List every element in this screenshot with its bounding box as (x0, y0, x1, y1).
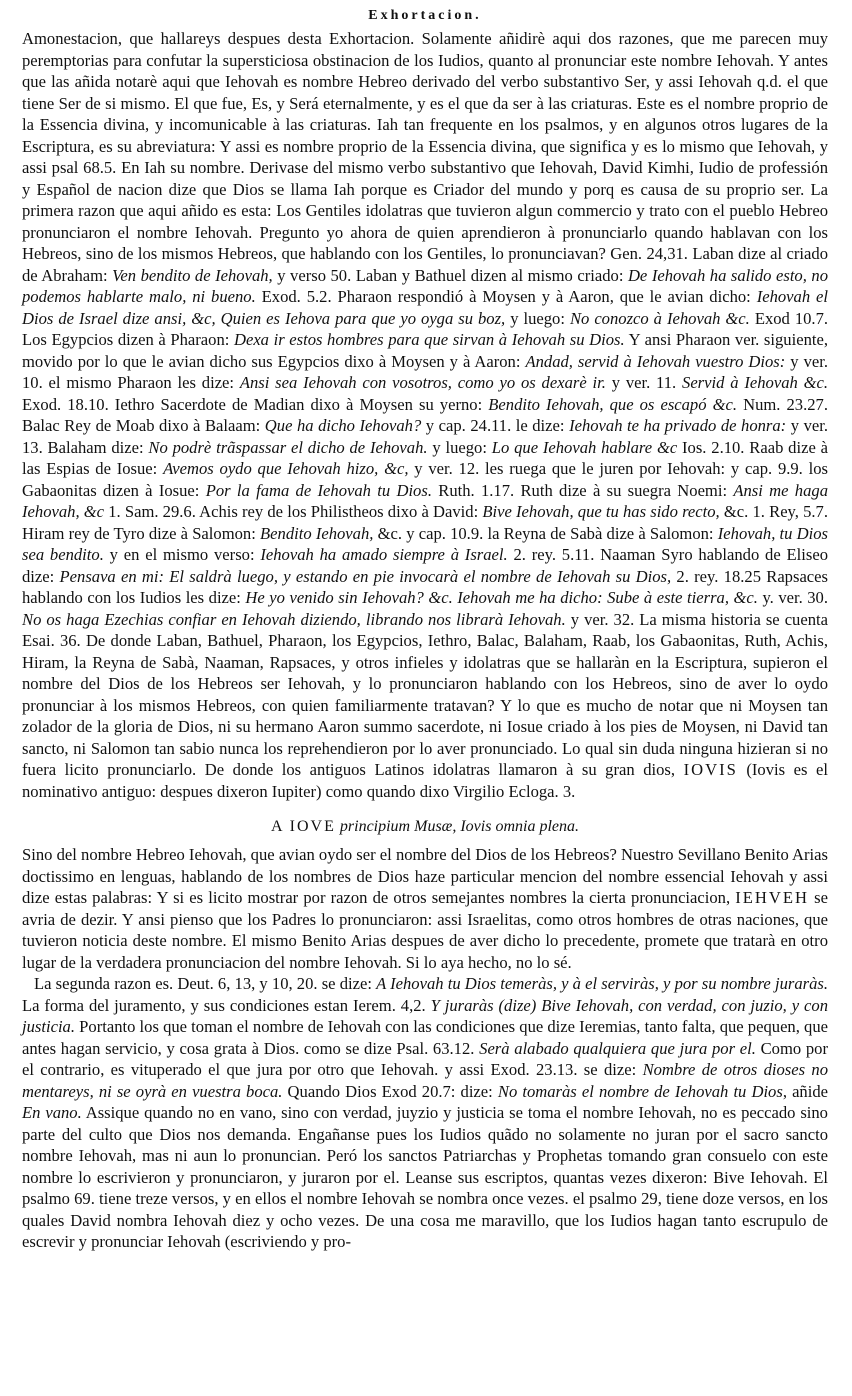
text-run: Exod 10.7. Los Egypcios dizen à Pharaon: (22, 308, 829, 349)
verse-caps: A IOVE (271, 818, 336, 835)
text-run: y ver. 13. Balaham dize: (22, 416, 829, 457)
italic-quote: Lo que Iehovah hablare &c (491, 437, 678, 457)
italic-quote: Que ha dicho Iehovah? (264, 416, 422, 435)
italic-quote: De Iehovah ha salido esto, no podemos hablarte malo, ni bueno. (22, 265, 828, 306)
italic-quote: No conozco à Iehovah &c. (569, 308, 750, 328)
text-run: y ver. 11. (605, 373, 683, 392)
italic-quote: En vano. (22, 1103, 82, 1122)
text-run: La forma del juramento, y sus condiciones estan Ierem. 4,2. (22, 995, 431, 1015)
text-run: , añide (782, 1081, 829, 1101)
paragraph-2 (22, 844, 828, 973)
italic-quote: Ansi me haga Iehovah, &c (22, 480, 828, 521)
text-run: Ruth. 1.17. Ruth dize à su suegra Noemi: (431, 480, 734, 500)
text-run: Amonestacion, que hallareys despues desta Exhortacion. Solamente añidirè aqui dos razones, que me parecen muy peremptorias para confutar la supersticiosa obstinacion de los Iudios, quanto al pronunciar este nombre Iehovah. Y antes que las añida notarè aqui que Iehovah es nombre Hebreo derivado del verbo substantivo Ser, y assi Iehovah q.d. el que tiene Ser de si mismo. El que fue, Es, y Será eternalmente, y es el que da ser à las criaturas. Este es el nombre proprio de la Essencia divina, y incomunicable à las criaturas. Iah tan frequente en los psalmos, y en algunos otros lugares de la Escriptura, es su abreviatura: Y assi es nombre proprio de la Essencia divina, que significa y es lo mismo que Iehovah, y assi psal 68.5. En Iah su nombre. Derivase del mismo verbo substantivo que Iehovah, David Kimhi, Iudio de professión y Español de nacion dize que Dios se llama Iah porque es Criador del mundo y porq es causa de su proprio ser. La primera razon que aqui añido es esta: Los Gentiles idolatras que tuvieron algun commercio y trato con el pueblo Hebreo pronunciaron el nombre Iehovah. Pregunto yo ahora de quien aprendieron à pronunciarlo quando hablavan con los Hebreos, sino de los mismos Hebreos, que hablando con los Gentiles, lo pronunciavan? Gen. 24,31. Laban dize al criado de Abraham: (22, 29, 828, 285)
italic-quote: Servid à Iehovah &c. (682, 373, 829, 392)
text-run: Portanto los que toman el nombre de Iehovah con las condiciones que dize Ieremias, tanto falta, que pequen, que antes hagan servicio, y cosa grata à Dios. como se dize Psal. 63.12. (22, 1017, 828, 1058)
text-run: La segunda razon es. Deut. 6, 13, y 10, 20. se dize: (34, 974, 377, 993)
paragraph-3 (22, 973, 828, 1253)
italic-quote: Pensava en mi: El saldrà luego, y estando en pie invocarà el nombre de Iehovah su Dios, (59, 566, 672, 586)
text-run: Exod. 5.2. Pharaon respondió à Moysen y à Aaron, que le avian dicho: (255, 287, 757, 306)
text-run: se avria de dezir. Y ansi pienso que los Padres lo pronunciaron: assi Israelitas, como otros hombres de otras naciones, que tuvieron noticia deste nombre. El mismo Benito Arias despues de aver dicho lo precedente, promete que tratarà en otro lugar de la verdadera pronunciacion del nombre Iehovah. Si lo aya hecho, no lo sé. (22, 888, 828, 972)
italic-quote: No tomaràs el nombre de Iehovah tu Dios (497, 1081, 783, 1101)
italic-quote: Iehovah ha amado siempre à Israel. (260, 545, 508, 564)
italic-quote: Y juraràs (dize) Bive Iehovah, con verdad, con juzio, y con justicia. (22, 995, 828, 1036)
italic-quote: Ven bendito de Iehovah, (112, 265, 273, 285)
text-run: 2. rey. 18.25 Rapsaces hablando con los Iudios les dize: (22, 566, 828, 607)
text-run: y ver. 32. La misma historia se cuenta Esai. 36. De donde Laban, Bathuel, Pharaon, los Egypcios, Iethro, Balac, Balaham, Raab, los Gabaonitas, Ruth, Achis, Hiram, la Reyna de Sabà, Naaman, Rapsaces, y otros infieles y idolatras que se hallaràn en la Escriptura, supieron el nombre del Dios de los Hebreos ser Iehovah, y lo pronunciaron hablando con los Hebreos, sino de aver lo oydo pronunciar à los mismos Hebreos, con quien familiarmente tratavan? Y lo que es mucho de notar que ni Moysen tan zolador de la gloria de Dios, ni su hermano Aaron summo sacerdote, ni Iosue criado à los pies de Moysen, ni David tan sancto, ni Salomon tan sabio nunca los reprehendieron por lo aver pronunciado. Lo qual sin duda ninguna hizieran si no fuera licito pronunciarlo. De donde los antiguos Latinos idolatras llamaron à su gran dios, (22, 609, 828, 779)
italic-quote: No os haga Ezechias confiar en Iehovah diziendo, librando nos librarà Iehovah. (22, 609, 566, 629)
text-run: Num. 23.27. Balac Rey de Moab dixo à Balaam: (22, 394, 828, 435)
text-run: 2. rey. 5.11. Naaman Syro hablando de Eliseo dize: (22, 545, 829, 586)
small-caps-name: IEHVEH (735, 888, 810, 907)
text-run: (Iovis es el nominativo antiguo: despues dixeron Iupiter) como quando dixo Virgilio Ecloga. 3. (22, 760, 828, 801)
text-run: Ios. 2.10. Raab dize à las Espias de Iosue: (22, 437, 828, 478)
italic-quote: Iehovah el Dios de Israel dize ansi, &c, Quien es Iehova para que yo oyga su boz, (22, 287, 828, 328)
italic-quote: Iehovah, tu Dios sea bendito. (22, 523, 828, 564)
text-run: y verso 50. Laban y Bathuel dizen al mismo criado: (272, 265, 628, 285)
italic-quote: Dexa ir estos hombres para que sirvan à Iehovah su Dios. (233, 330, 625, 349)
text-run: y luego: (505, 308, 570, 328)
text-run: y en el mismo verso: (103, 545, 261, 564)
text-run: y ver. 10. el mismo Pharaon les dize: (22, 351, 828, 392)
text-run: 1. Sam. 29.6. Achis rey de los Philistheos dixo à David: (104, 502, 483, 521)
italic-quote: He yo venido sin Iehovah? &c. Iehovah me ha dicho: Sube à este tierra, &c. (245, 588, 758, 607)
text-run: y. ver. 30. (757, 588, 828, 607)
verse-quote (22, 816, 828, 838)
text-run: y ver. 12. les ruega que le juren por Iehovah: y cap. 9.9. los Gabaonitas dizen à Iosue: (22, 459, 828, 500)
paragraph-1 (22, 28, 828, 802)
verse-text: principium Musæ, Iovis omnia plena. (335, 818, 579, 835)
text-run: Y ansi Pharaon ver. siguiente, movido por lo que le avian dicho sus Egypcios dixo à Moysen y à Aaron: (22, 330, 828, 371)
text-run: &c. y cap. 10.9. la Reyna de Sabà dize à Salomon: (373, 523, 718, 543)
text-run: Exod. 18.10. Iethro Sacerdote de Madian dixo à Moysen su yerno: (22, 394, 489, 414)
italic-quote: No podrè trãspassar el dicho de Iehovah. (148, 437, 428, 457)
italic-quote: Ansi sea Iehovah con vosotros, como yo os dexarè ir. (239, 373, 606, 392)
text-run: y luego: (427, 437, 492, 457)
italic-quote: Andad, servid à Iehovah vuestro Dios: (525, 351, 786, 371)
italic-quote: Avemos oydo que Iehovah hizo, &c, (163, 459, 409, 478)
italic-quote: Bendito Iehovah, (260, 523, 374, 543)
text-run: &c. 1. Rey, 5.7. Hiram rey de Tyro dize à Salomon: (22, 502, 828, 543)
italic-quote: Bendito Iehovah, que os escapó &c. (488, 394, 738, 414)
italic-quote: Bive Iehovah, que tu has sido recto, (482, 502, 720, 521)
italic-quote: Por la fama de Iehovah tu Dios. (205, 480, 432, 500)
text-run: Como por el contrario, es vituperado el que jura por otro que Iehovah. y assi Exod. 23.13. se dize: (22, 1038, 828, 1079)
italic-quote: Iehovah te ha privado de honra: (569, 416, 787, 435)
text-run: Quando Dios Exod 20.7: dize: (282, 1081, 498, 1101)
italic-quote: A Iehovah tu Dios temeràs, y à el serviràs, y por su nombre juraràs. (376, 974, 828, 993)
text-run: Assique quando no en vano, sino con verdad, juyzio y justicia se toma el nombre Iehovah, no es peccado sino parte del culto que Dios nos demanda. Engañanse pues los Iudios quãdo no solamente no juran por el sacro sancto nombre Iehovah, mas ni aun lo pronuncian. Peró los sanctos Patriarchas y Prophetas tomando gran consuelo con este nombre lo escrivieron y pronunciaron, y juraron por el. Leanse sus escriptos, quantas vezes dixeron: Bive Iehovah. El psalmo 69. tiene treze versos, y en ellos el nombre Iehovah se nombra once vezes. el psalmo 29, tiene doze versos, en los quales David nombra Iehovah diez y ocho vezes. De una cosa me maravillo, que los Iudios hagan tanto escrupulo de escrevir y pronunciar Iehovah (escriviendo y pro- (22, 1103, 828, 1251)
text-run: y cap. 24.11. le dize: (421, 416, 570, 435)
italic-quote: Serà alabado qualquiera que jura por el. (479, 1038, 756, 1058)
running-head: Exhortacion. (368, 8, 482, 23)
small-caps-name: IOVIS (683, 760, 738, 779)
italic-quote: Nombre de otros dioses no mentareys, ni se oyrà en vuestra boca. (22, 1060, 828, 1101)
text-run: Sino del nombre Hebreo Iehovah, que avian oydo ser el nombre del Dios de los Hebreos? Nuestro Sevillano Benito Arias doctissimo en lenguas, hablando de los nombres de Dios haze particular mencion del nombre essencial Iehovah y assi dize estas palabras: Y si es licito mostrar por razon de otros semejantes nombres la cierta pronunciacion, (22, 845, 828, 907)
